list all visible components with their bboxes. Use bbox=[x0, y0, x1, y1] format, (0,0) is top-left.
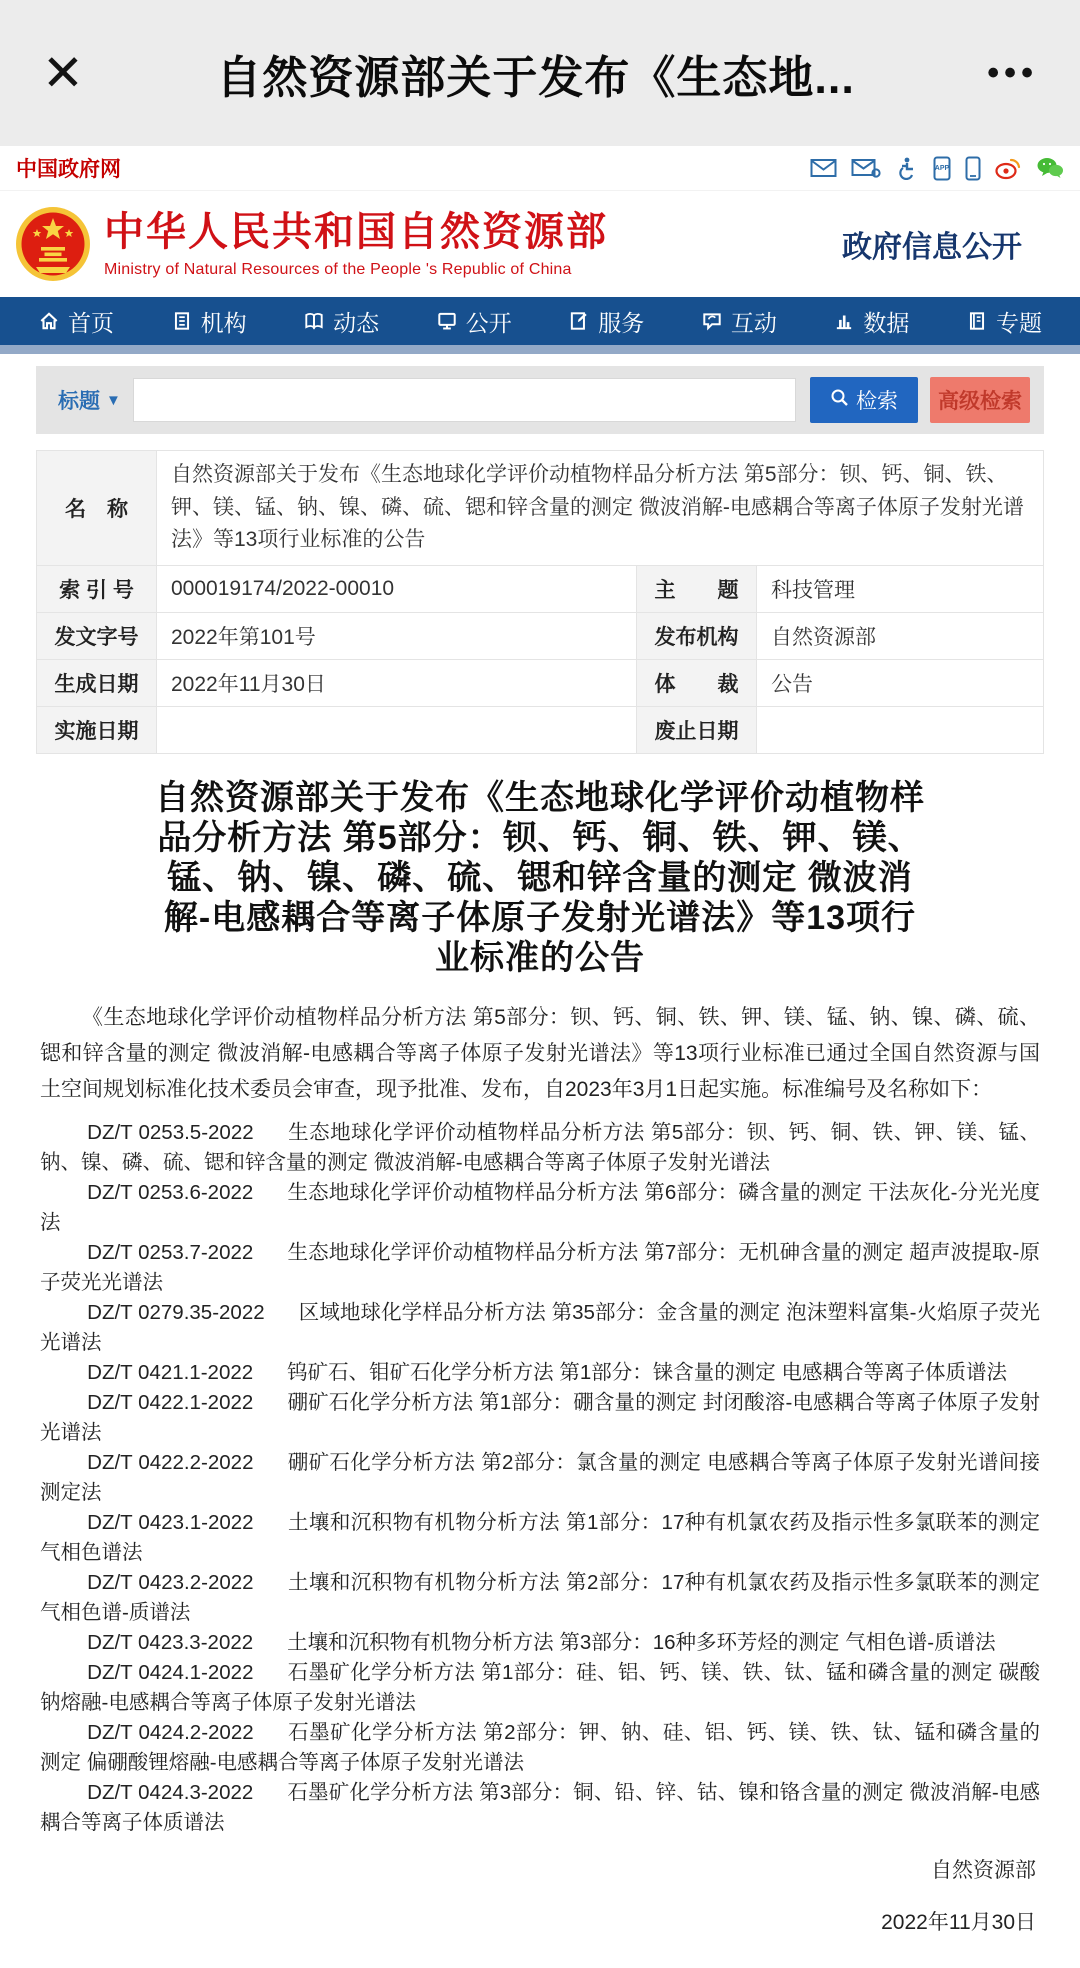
search-input[interactable] bbox=[133, 378, 796, 422]
standard-item bbox=[40, 1628, 1040, 1658]
nav-item-home[interactable] bbox=[38, 305, 114, 338]
chat-bubble-icon bbox=[701, 310, 723, 332]
subject-value: 科技管理 bbox=[757, 565, 1044, 612]
created-date-label: 生成日期 bbox=[37, 659, 157, 706]
accessibility-icon[interactable] bbox=[895, 156, 919, 180]
document-edit-icon bbox=[568, 310, 590, 332]
created-date-value: 2022年11月30日 bbox=[157, 659, 637, 706]
standard-name: 土壤和沉积物有机物分析方法 第2部分：17种有机氯农药及指示性多氯联苯的测定 气相色谱-质谱法 bbox=[40, 1570, 1040, 1624]
standard-name: 生态地球化学评价动植物样品分析方法 第7部分：无机砷含量的测定 超声波提取-原子荧光光谱法 bbox=[40, 1240, 1040, 1294]
standard-item bbox=[40, 1508, 1040, 1568]
national-emblem-logo[interactable] bbox=[14, 205, 92, 283]
weibo-icon[interactable] bbox=[995, 156, 1022, 180]
standard-item bbox=[40, 1658, 1040, 1718]
search-field-label: 标题 bbox=[58, 390, 100, 413]
nav-divider bbox=[0, 345, 1080, 354]
standard-item bbox=[40, 1718, 1040, 1778]
nav-label: 公开 bbox=[465, 309, 512, 336]
nav-label: 服务 bbox=[598, 309, 645, 336]
standard-item bbox=[40, 1298, 1040, 1358]
genre-label: 体 裁 bbox=[637, 659, 757, 706]
standard-item bbox=[40, 1358, 1040, 1388]
mobile-icon[interactable] bbox=[965, 156, 981, 181]
site-header bbox=[0, 191, 1080, 297]
ministry-title-en: Ministry of Natural Resources of the People 's Republic of China bbox=[104, 261, 572, 278]
standard-item bbox=[40, 1388, 1040, 1448]
nav-item-interaction[interactable] bbox=[701, 305, 777, 338]
nav-label: 动态 bbox=[333, 309, 380, 336]
standard-item bbox=[40, 1238, 1040, 1298]
search-bar bbox=[36, 366, 1044, 434]
nav-label: 互动 bbox=[730, 309, 777, 336]
standard-name: 区域地球化学样品分析方法 第35部分：金含量的测定 泡沫塑料富集-火焰原子荧光光谱法 bbox=[40, 1300, 1040, 1354]
effective-date-value bbox=[157, 706, 637, 753]
nav-item-news[interactable] bbox=[303, 305, 379, 338]
standard-name: 土壤和沉积物有机物分析方法 第3部分：16种多环芳烃的测定 气相色谱-质谱法 bbox=[287, 1630, 996, 1654]
standard-code: DZ/T 0424.2-2022 bbox=[87, 1720, 254, 1744]
nav-item-topics[interactable] bbox=[966, 305, 1042, 338]
nav-label: 首页 bbox=[68, 309, 114, 336]
organization-icon bbox=[171, 310, 193, 332]
standard-code: DZ/T 0424.3-2022 bbox=[87, 1780, 254, 1804]
name-label: 名 称 bbox=[37, 451, 157, 566]
standard-name: 生态地球化学评价动植物样品分析方法 第6部分：磷含量的测定 干法灰化-分光光度法 bbox=[40, 1180, 1040, 1234]
article-intro: 《生态地球化学评价动植物样品分析方法 第5部分：钡、钙、铜、铁、钾、镁、锰、钠、镍、磷、硫、锶和锌含量的测定 微波消解-电感耦合等离子体原子发射光谱法》等13项行业标准已通过全国自然资源与国土空间规划标准化技术委员会审查，现予批准、发布，自2023年3月1日起实施。标准编号及名称如下： bbox=[40, 1005, 1040, 1101]
search-icon bbox=[830, 388, 849, 413]
nav-item-org[interactable] bbox=[171, 305, 247, 338]
page-title: 自然资源部关于发布《生态地... bbox=[216, 51, 855, 103]
gov-cn-link[interactable]: 中国政府网 bbox=[16, 158, 121, 181]
standard-code: DZ/T 0423.2-2022 bbox=[87, 1570, 254, 1594]
standard-name: 硼矿石化学分析方法 第1部分：硼含量的测定 封闭酸溶-电感耦合等离子体原子发射光谱法 bbox=[40, 1390, 1040, 1444]
mail-icon[interactable] bbox=[810, 157, 837, 179]
table-row bbox=[37, 565, 1044, 612]
search-button-label: 检索 bbox=[856, 390, 898, 413]
album-icon bbox=[966, 310, 988, 332]
table-row bbox=[37, 659, 1044, 706]
top-strip bbox=[0, 146, 1080, 191]
standard-code: DZ/T 0253.6-2022 bbox=[87, 1180, 254, 1204]
svg-text:APP: APP bbox=[934, 164, 950, 172]
table-row bbox=[37, 451, 1044, 566]
standards-list bbox=[40, 1118, 1040, 1838]
standard-name: 土壤和沉积物有机物分析方法 第1部分：17种有机氯农药及指示性多氯联苯的测定 气相色谱法 bbox=[40, 1510, 1040, 1564]
table-row bbox=[37, 706, 1044, 753]
standard-name: 石墨矿化学分析方法 第1部分：硅、铝、钙、镁、铁、钛、锰和磷含量的测定 碳酸钠熔融-电感耦合等离子体原子发射光谱法 bbox=[40, 1660, 1040, 1714]
standard-code: DZ/T 0422.1-2022 bbox=[87, 1390, 254, 1414]
doc-info-table bbox=[36, 450, 1044, 754]
close-icon[interactable]: ✕ bbox=[42, 45, 84, 101]
open-book-icon bbox=[303, 310, 325, 332]
standard-item bbox=[40, 1118, 1040, 1178]
standard-code: DZ/T 0424.1-2022 bbox=[87, 1660, 254, 1684]
nav-label: 专题 bbox=[995, 309, 1042, 336]
standard-name: 钨矿石、钼矿石化学分析方法 第1部分：铼含量的测定 电感耦合等离子体质谱法 bbox=[287, 1360, 1007, 1384]
nav-item-services[interactable] bbox=[568, 305, 644, 338]
index-number-value: 000019174/2022-00010 bbox=[157, 565, 637, 612]
chevron-down-icon: ▼ bbox=[106, 391, 121, 409]
more-menu-icon[interactable]: ••• bbox=[987, 54, 1038, 92]
search-field-selector[interactable] bbox=[50, 385, 133, 415]
effective-date-label: 实施日期 bbox=[37, 706, 157, 753]
signature-block bbox=[0, 1838, 1080, 1968]
nav-label: 机构 bbox=[200, 309, 247, 336]
name-value: 自然资源部关于发布《生态地球化学评价动植物样品分析方法 第5部分：钡、钙、铜、铁、钾、镁、锰、钠、镍、磷、硫、锶和锌含量的测定 微波消解-电感耦合等离子体原子发射光谱法》等13项行业标准的公告 bbox=[157, 451, 1044, 566]
home-icon bbox=[38, 310, 60, 332]
table-row bbox=[37, 612, 1044, 659]
standard-item bbox=[40, 1178, 1040, 1238]
doc-number-value: 2022年第101号 bbox=[157, 612, 637, 659]
nav-item-disclosure[interactable] bbox=[436, 305, 512, 338]
top-strip-icons bbox=[810, 156, 1064, 181]
ministry-titles bbox=[104, 209, 608, 279]
standard-code: DZ/T 0421.1-2022 bbox=[87, 1360, 254, 1384]
main-nav bbox=[0, 297, 1080, 345]
mail-subscribe-icon[interactable] bbox=[851, 157, 881, 179]
nav-item-data[interactable] bbox=[833, 305, 909, 338]
index-number-label: 索 引 号 bbox=[37, 565, 157, 612]
wechat-icon[interactable] bbox=[1036, 156, 1064, 180]
standard-name: 石墨矿化学分析方法 第2部分：钾、钠、硅、铝、钙、镁、铁、钛、锰和磷含量的测定 偏硼酸锂熔融-电感耦合等离子体原子发射光谱法 bbox=[40, 1720, 1040, 1774]
standard-code: DZ/T 0422.2-2022 bbox=[87, 1450, 254, 1474]
standard-code: DZ/T 0423.3-2022 bbox=[87, 1630, 254, 1654]
subject-label: 主 题 bbox=[637, 565, 757, 612]
standard-code: DZ/T 0253.7-2022 bbox=[87, 1240, 254, 1264]
standard-code: DZ/T 0279.35-2022 bbox=[87, 1300, 265, 1324]
bar-chart-icon bbox=[833, 310, 855, 332]
standard-item bbox=[40, 1778, 1040, 1838]
repeal-date-label: 废止日期 bbox=[637, 706, 757, 753]
issuer-label: 发布机构 bbox=[637, 612, 757, 659]
signature-date: 2022年11月30日 bbox=[881, 1910, 1036, 1934]
app-icon[interactable] bbox=[933, 156, 951, 181]
article-title: 自然资源部关于发布《生态地球化学评价动植物样品分析方法 第5部分：钡、钙、铜、铁、钾、镁、锰、钠、镍、磷、硫、锶和锌含量的测定 微波消解-电感耦合等离子体原子发射光谱法》等13项行业标准的公告 bbox=[155, 778, 925, 977]
standard-code: DZ/T 0253.5-2022 bbox=[87, 1120, 254, 1144]
standard-name: 石墨矿化学分析方法 第3部分：铜、铅、锌、钴、镍和铬含量的测定 微波消解-电感耦合等离子体质谱法 bbox=[40, 1780, 1040, 1834]
standard-code: DZ/T 0423.1-2022 bbox=[87, 1510, 254, 1534]
nav-label: 数据 bbox=[863, 309, 910, 336]
advanced-search-button[interactable]: 高级检索 bbox=[930, 377, 1030, 423]
ministry-title-cn: 中华人民共和国自然资源部 bbox=[104, 210, 608, 254]
repeal-date-value bbox=[757, 706, 1044, 753]
standard-item bbox=[40, 1568, 1040, 1628]
search-button[interactable] bbox=[810, 377, 918, 423]
wechat-titlebar bbox=[0, 0, 1080, 146]
doc-number-label: 发文字号 bbox=[37, 612, 157, 659]
gov-info-disclosure-title[interactable]: 政府信息公开 bbox=[842, 231, 1022, 264]
signature: 自然资源部 bbox=[931, 1858, 1036, 1882]
genre-value: 公告 bbox=[757, 659, 1044, 706]
standard-name: 生态地球化学评价动植物样品分析方法 第5部分：钡、钙、铜、铁、钾、镁、锰、钠、镍、磷、硫、锶和锌含量的测定 微波消解-电感耦合等离子体原子发射光谱法 bbox=[40, 1120, 1040, 1174]
monitor-icon bbox=[436, 310, 458, 332]
issuer-value: 自然资源部 bbox=[757, 612, 1044, 659]
standard-item bbox=[40, 1448, 1040, 1508]
article bbox=[0, 754, 1080, 1838]
standard-name: 硼矿石化学分析方法 第2部分：氯含量的测定 电感耦合等离子体原子发射光谱间接测定法 bbox=[40, 1450, 1040, 1504]
